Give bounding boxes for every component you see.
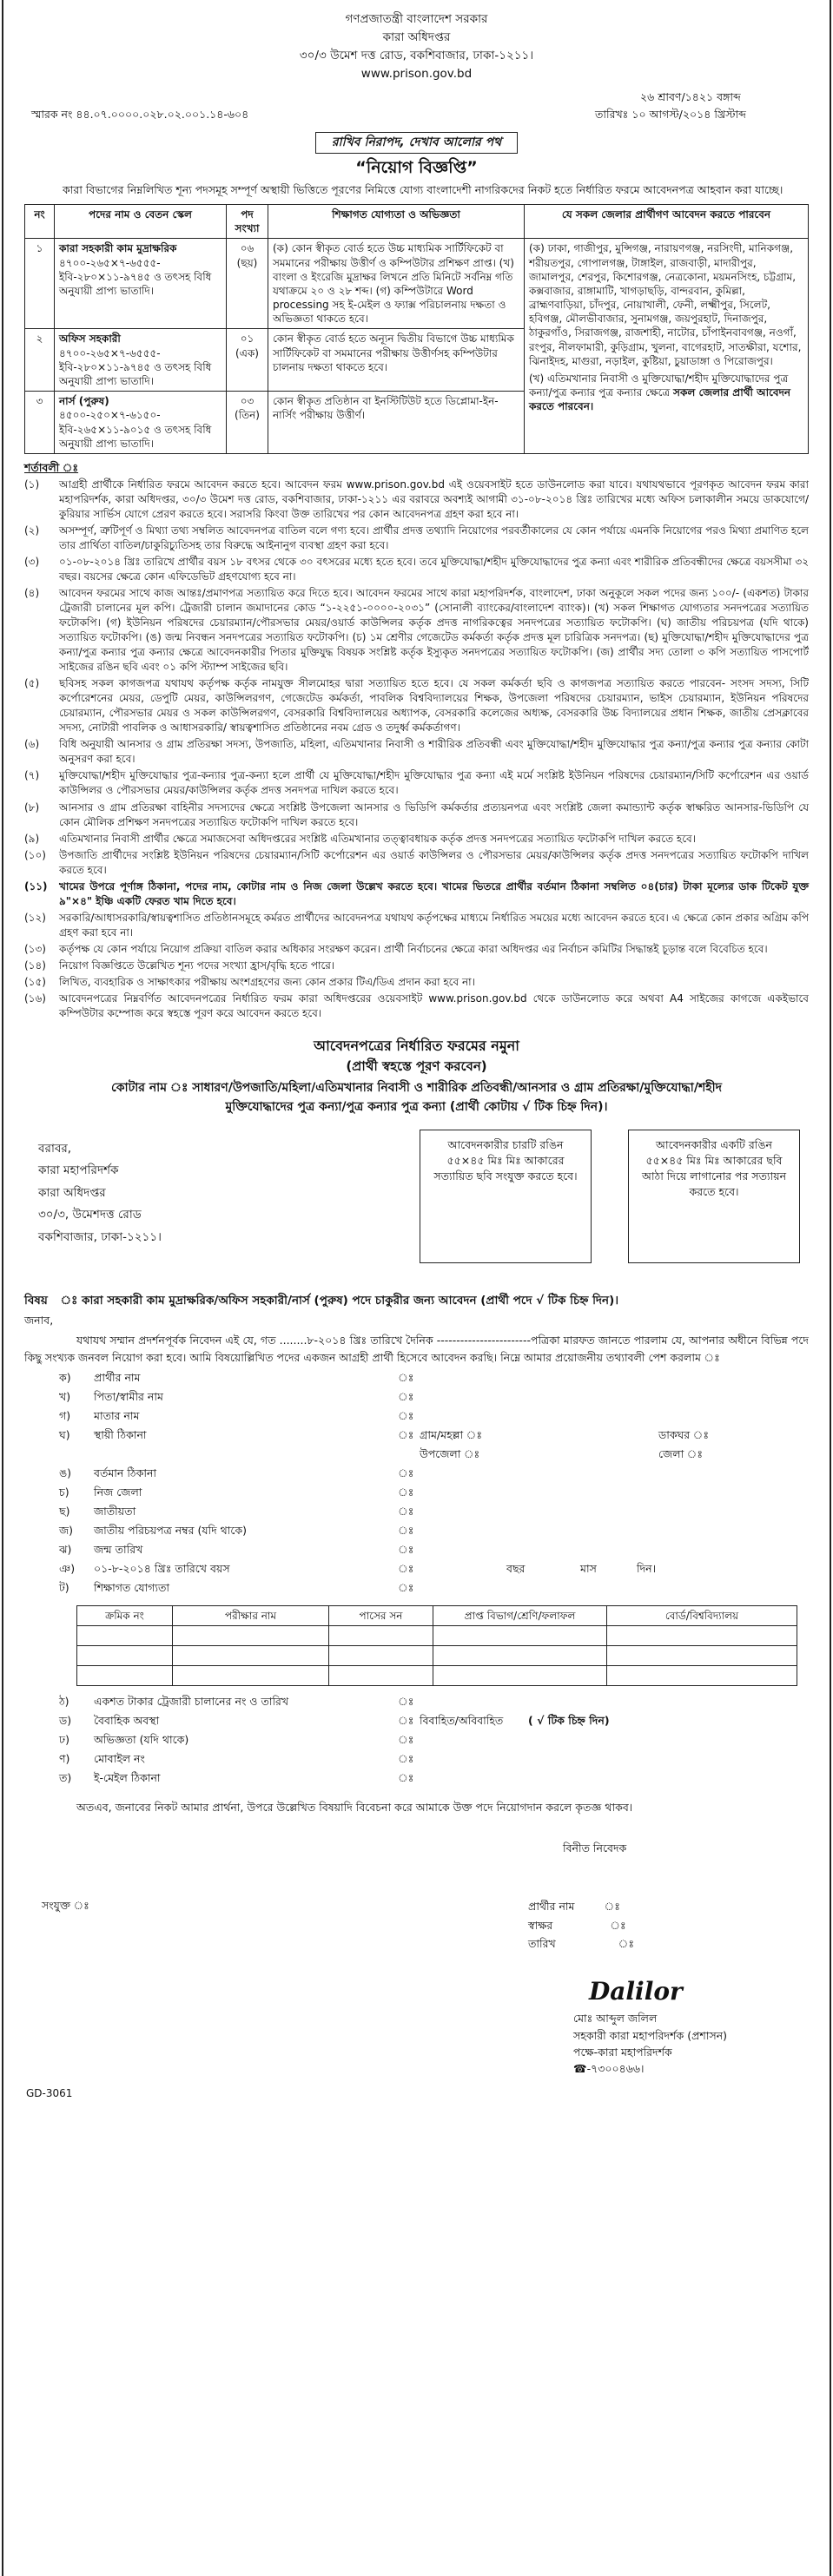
col-header: পদ সংখ্যা [227, 204, 268, 238]
marital-options[interactable]: বিবাহিত/অবিবাহিত [420, 1713, 504, 1727]
post-name: নার্স (পুরুষ) [59, 395, 109, 408]
col-header: পরীক্ষার নাম [173, 1605, 329, 1625]
applicant-sign-fields[interactable]: প্রার্থীর নাম ঃ স্বাক্ষর ঃ তারিখ ঃ [528, 1900, 635, 1950]
post-cell [55, 392, 227, 454]
sign-field: প্রার্থীর নাম [528, 1900, 575, 1914]
recipient-address [38, 1138, 162, 1249]
signatory-phone: ☎-৭৩০০৪৬৬। [573, 2062, 645, 2076]
condition-item: (৪) আবেদন ফরমের সাথে কাজ আন্তঃ/প্রমাণপত্র সত্যায়িত করে দিতে হবে। আবেদন ফরমের সাথে কারা মহাপরিদর্শক, বাংলাদেশ, ঢাকা অনুকূলে সকল পদের জন্য ১০০/- (একশত) টাকার ট্রেজারী চালানের মূল কপি। ট্রেজারী চালান জমাদানের কোড “১-২২৫১-০০০০-২০৩১” (সোনালী ব্যাংকের/বাংলাদেশ ব্যাংক)। (খ) সকল শিক্ষাগত যোগ্যতার সনদপত্রের সত্যায়িত ফটোকপি। (গ) ইউনিয়ন পরিষদের চেয়ারম্যান/পৌরসভার মেয়র/ওয়ার্ড কাউন্সিলর কর্তৃক প্রদত্ত নাগরিকত্বের সনদপত্রের সত্যায়িত ফটোকপি। (ঘ) জাতীয় পরিচয়পত্র (যদি থাকে) সত্যায়িত ফটোকপি। (ঙ) জন্ম নিবন্ধন সনদপত্রের সত্যায়িত ফটোকপি। (চ) ১ম শ্রেণীর গেজেটেড কর্মকর্তা কর্তৃক প্রদত্ত মূল চারিত্রিক সনদপত্র। (ছ) মুক্তিযোদ্ধা/শহীদ মুক্তিযোদ্ধাদের পুত্র কন্যা/পুত্র কন্যার পুত্র কন্যার ক্ষেত্রে আবেদনকারীর পিতার মুক্তিযুদ্ধ বিষয়ক সংশ্লিষ্ট কর্তৃক ইস্যুকৃত সনদপত্রের সত্যায়িত ফটোকপি। (জ) প্রার্থীর সদ্য তোলা ৩ কপি সত্যায়িত পাসপোর্ট সাইজের রঙিন ছবি এবং ০১ কপি স্ট্যাম্প সাইজের ছবি। [24, 587, 809, 674]
form-field[interactable]: ঠ) একশত টাকার ট্রেজারী চালানের নং ও তারিখ ঃ [59, 1694, 414, 1708]
post-cell [55, 329, 227, 392]
addr-line: ৩০/৩, উমেশদত্ত রোড [38, 1208, 142, 1222]
condition-item: (৯) এতিমখানার নিবাসী প্রার্থীর ক্ষেত্রে সমাজসেবা অধিদপ্তরের সংশ্লিষ্ট এতিমখানার তত্ত্বাবধায়ক কর্তৃক প্রদত্ত সনদপত্রের সত্যায়িত ফটোকপি দাখিল করতে হবে। [24, 832, 697, 845]
condition-item: (৬) বিধি অনুযায়ী আনসার ও গ্রাম প্রতিরক্ষা সদস্য, উপজাতি, মহিলা, এতিমখানার নিবাসী ও শারীরিক প্রতিবন্ধী এবং মুক্তিযোদ্ধা/শহীদ মুক্তিযোদ্ধার পুত্র কন্যা/পুত্র কন্যার পুত্র কন্যার কোটা অনুসরণ করা হবে। [24, 738, 809, 766]
letterhead [24, 10, 809, 83]
post-count: ০৩ (তিন) [227, 392, 268, 454]
form-field-sub[interactable] [24, 1447, 809, 1466]
condition-item: (১১) খামের উপরে পূর্ণাঙ্গ ঠিকানা, পদের নাম, কোটার নাম ও নিজ জেলা উল্লেখ করতে হবে। খামের ভিতরে প্রার্থীর বর্তমান ঠিকানা সম্বলিত ০৪(চার) টাকা মূল্যের ডাক টিকেট যুক্ত ৯"×৪" ইঞ্চি একটি ফেরত খাম দিতে হবে। [24, 880, 809, 907]
subject-label: বিষয় [24, 1293, 48, 1308]
table-row[interactable] [77, 1645, 797, 1665]
col-header: পাসের সন [329, 1605, 433, 1625]
col-header: শিক্ষাগত যোগ্যতা ও অভিজ্ঞতা [268, 204, 525, 238]
education-label: ট) শিক্ষাগত যোগ্যতা ঃ [59, 1580, 414, 1594]
addr-line: বকশিবাজার, ঢাকা-১২১১। [38, 1230, 162, 1245]
table-row[interactable] [77, 1665, 797, 1685]
col-header: বোর্ড/বিশ্ববিদ্যালয় [607, 1605, 797, 1625]
signatory-for: পক্ষে-কারা মহাপরিদর্শক [573, 2046, 672, 2059]
signature-area [24, 1821, 809, 2107]
slogan: রাখিব নিরাপদ, দেখাব আলোর পথ [315, 132, 518, 154]
sign-field: তারিখ [528, 1936, 556, 1950]
yours-faithfully: বিনীত নিবেদক [563, 1841, 627, 1855]
condition-item: (১৩) কর্তৃপক্ষ যে কোন পর্যায়ে নিয়োগ প্রক্রিয়া বাতিল করার অধিকার সংরক্ষণ করেন। প্রার্থী নির্বাচনের ক্ষেত্রে কারা অধিদপ্তর এর নির্বাচন কমিটির সিদ্ধান্তই চূড়ান্ত বলে বিবেচিত হবে। [24, 942, 768, 955]
subject-line [24, 1293, 809, 1308]
post-scale: ৪৫০০-২৫০×৭-৬১৫০-ইবি-২৬৫×১১-৯০১৫ ও তৎসহ বিধি অনুযায়ী প্রাপ্য ভাতাদি। [59, 409, 212, 450]
condition-item: (১৫) লিখিত, ব্যবহারিক ও সাক্ষাৎকার পরীক্ষায় অংশগ্রহণের জন্য কোন প্রকার টিএ/ডিএ প্রদান করা হবে না। [24, 975, 475, 988]
office-name: কারা অধিদপ্তর [382, 30, 451, 44]
sign-field: স্বাক্ষর [528, 1918, 553, 1932]
signatory-name: মোঃ আব্দুল জলিল [573, 2012, 658, 2026]
form-field[interactable]: ছ) জাতীয়তা ঃ [59, 1504, 414, 1518]
applicant-fields [24, 1371, 809, 1600]
form-field[interactable]: জ) জাতীয় পরিচয়পত্র নম্বর (যদি থাকে) ঃ [59, 1523, 414, 1537]
post-scale: ৪৭০০-২৬৫×৭-৬৫৫৫-ইবি-২৮০×১১-৯৭৪৫ ও তৎসহ বিধি অনুযায়ী প্রাপ্য ভাতাদি। [59, 346, 212, 388]
form-title: আবেদনপত্রের নির্ধারিত ফরমের নমুনা [314, 1037, 519, 1054]
conditions-list [24, 478, 809, 1021]
form-field[interactable]: ঝ) জন্ম তারিখ ঃ [59, 1542, 414, 1556]
condition-item: (১৪) নিয়োগ বিজ্ঞপ্তিতে উল্লেখিত শূন্য পদের সংখ্যা হ্রাস/বৃদ্ধি হতে পারে। [24, 959, 335, 972]
date-bangla: ২৬ শ্রাবণ/১৪২১ বঙ্গাব্দ [640, 89, 741, 103]
special-quota: (খ) এতিমখানার নিবাসী ও মুক্তিযোদ্ধা/শহীদ মুক্তিযোদ্ধাদের পুত্র কন্যা/পুত্র কন্যার পুত্র কন্যার ক্ষেত্রে [529, 372, 789, 399]
post-count: ০৬ (ছয়) [227, 239, 268, 329]
col-header: পদের নাম ও বেতন স্কেল [55, 204, 227, 238]
table-header-row [25, 204, 809, 238]
condition-item: (৮) আনসার ও গ্রাম প্রতিরক্ষা বাহিনীর সদস্যদের ক্ষেত্রে সংশ্লিষ্ট উপজেলা আনসার ও ভিডিপি কর্মকর্তার প্রত্যয়নপত্র এবং সংশ্লিষ্ট জেলা কমান্ড্যান্ট কর্তৃক স্বাক্ষরিত আনসার-ভিডিপি যে কোন মৌলিক প্রশিক্ষণ সনদপত্রের সত্যায়িত ফটোকপি দাখিল করতে হবে। [24, 800, 809, 828]
form-field[interactable]: গ) মাতার নাম ঃ [59, 1408, 414, 1422]
form-field[interactable]: ড) বৈবাহিক অবস্থা ঃ বিবাহিত/অবিবাহিত ( √ টিক চিহ্ন দিন) [59, 1713, 610, 1727]
village-label: গ্রাম/মহল্লা ঃ [420, 1427, 482, 1441]
post-name: অফিস সহকারী [59, 333, 121, 346]
notice-title: “নিয়োগ বিজ্ঞপ্তি” [355, 157, 478, 177]
age-year: বছর [506, 1561, 526, 1575]
photo-box-four: আবেদনকারীর চারটি রঙিন ৫৫×৪৫ মিঃ মিঃ আকারের সত্যায়িত ছবি সংযুক্ত করতে হবে। [420, 1130, 592, 1263]
post-count: ০১ (এক) [227, 329, 268, 392]
conditions-title: শর্তাবলী ঃ [24, 460, 79, 474]
post-office-label: ডাকঘর ঃ [658, 1427, 709, 1441]
condition-item: (১৬) আবেদনপত্রের নিম্নবর্ণিত আবেদনপত্রের নির্ধারিত ফরম কারা অধিদপ্তরের ওয়েবসাইট www.prison.gov.bd থেকে ডাউনলোড করে অথবা A4 সাইজের কাগজে একইভাবে কম্পিউটার কম্পোজ করে স্বহস্তে পূরণ করে আবেদন করতে হবে। [24, 992, 809, 1019]
gd-code: GD-3061 [26, 2087, 73, 2100]
upazila-label: উপজেলা ঃ [420, 1446, 480, 1460]
handwritten-signature: Dalilor [589, 1977, 683, 2006]
marital-tick-note: ( √ টিক চিহ্ন দিন) [528, 1713, 610, 1727]
district-list: (ক) ঢাকা, গাজীপুর, মুন্সিগঞ্জ, নারায়ণগঞ্জ, নরসিংদী, মানিকগঞ্জ, শরীয়তপুর, গোপালগঞ্জ, টাঙ্গাইল, রাজবাড়ী, মাদারীপুর, জামালপুর, শেরপুর, কিশোরগঞ্জ, নেত্রকোনা, ময়মনসিংহ, চট্টগ্রাম, কক্সবাজার, রাঙ্গামাটি, খাগড়াছড়ি, বান্দরবান, কুমিল্লা, ব্রাহ্মণবাড়িয়া, চাঁদপুর, নোয়াখালী, ফেনী, লক্ষ্মীপুর, সিলেট, হবিগঞ্জ, মৌলভীবাজার, সুনামগঞ্জ, জয়পুরহাট, দিনাজপুর, ঠাকুরগাঁও, সিরাজগঞ্জ, রাজশাহী, নাটোর, চাঁপাইনবাবগঞ্জ, নওগাঁ, রংপুর, নীলফামারী, কুড়িগ্রাম, খুলনা, বাগেরহাট, সাতক্ষীরা, যশোর, ঝিনাইদহ, মাগুরা, নড়াইল, কুষ্টিয়া, চুয়াডাঙ্গা ও পিরোজপুর। [529, 242, 802, 367]
date-english: ১০ আগস্ট/২০১৪ খ্রিস্টাব্দ [631, 107, 746, 121]
row-number: ২ [25, 329, 55, 392]
closing-paragraph: অতএব, জনাবের নিকট আমার প্রার্থনা, উপরে উল্লেখিত বিষয়াদি বিবেচনা করে আমাকে উক্ত পদে নিয়োগদান করলে কৃতজ্ঞ থাকব। [76, 1800, 633, 1814]
row-number: ৩ [25, 392, 55, 454]
district-cell [525, 239, 809, 454]
age-month: মাস [580, 1561, 597, 1575]
table-header-row [77, 1605, 797, 1625]
table-row[interactable] [77, 1625, 797, 1645]
col-header: যে সকল জেলার প্রার্থীগণ আবেদন করতে পারবেন [525, 204, 809, 238]
qualification: কোন স্বীকৃত প্রতিষ্ঠান বা ইনস্টিটিউট হতে ডিপ্লোমা-ইন-নার্সিং পরীক্ষায় উত্তীর্ণ। [268, 392, 525, 454]
condition-item: (১০) উপজাতি প্রার্থীদের সংশ্লিষ্ট ইউনিয়ন পরিষদের চেয়ারম্যান/সিটি কর্পোরেশন এর ওয়ার্ড কাউন্সিলর ও পৌরসভার মেয়র/কাউন্সিলর কর্তৃক প্রদত্ত সনদপত্রের সত্যায়িত ফটোকপি দাখিল করতে হবে। [24, 848, 809, 876]
intro-text: কারা বিভাগের নিম্নলিখিত শূন্য পদসমূহ সম্পূর্ণ অস্থায়ী ভিত্তিতে পূরণের নিমিত্তে যোগ্য বাংলাদেশী নাগরিকদের নিকট হতে নির্ধারিত ফরমে আবেদনপত্র আহবান করা যাচ্ছে। [63, 183, 783, 197]
date-label: তারিখঃ [595, 107, 629, 121]
notice-page [24, 10, 809, 2107]
form-field[interactable]: ঢ) অভিজ্ঞতা (যদি থাকে) ঃ [59, 1732, 414, 1746]
posts-table [24, 204, 809, 454]
reference-row [24, 89, 809, 127]
form-subtitle: (প্রার্থী স্বহস্তে পূরণ করবেন) [346, 1057, 487, 1074]
condition-item: (১) আগ্রহী প্রার্থীকে নির্ধারিত ফরমে আবেদন করতে হবে। আবেদন ফরম www.prison.gov.bd এই ওয়েবসাইট হতে ডাউনলোড করা যাবে। যথাযথভাবে পূরণকৃত আবেদন ফরম কারা মহাপরিদর্শক, কারা অধিদপ্তর, ৩০/৩ উমেশ দত্ত রোড, বকশিবাজার, ঢাকা-১২১১ এর বরাবরে অবশ্যই আগামী ৩১-০৮-২০১৪ খ্রিঃ তারিখের মধ্যে অফিস চলাকালীন সময়ে ডাকযোগে/কুরিয়ার সার্ভিস যোগে প্রেরণ করতে হবে। সরাসরি কিংবা উক্ত তারিখের পর কোন আবেদনপত্র গ্রহণ করা হবে না। [24, 478, 809, 520]
quota-line-2: মুক্তিযোদ্ধাদের পুত্র কন্যা/পুত্র কন্যার পুত্র কন্যা (প্রার্থী কোটায় √ টিক চিহ্ন দিন)। [225, 1100, 608, 1115]
table-row [25, 239, 809, 329]
form-field[interactable]: ক) প্রার্থীর নাম ঃ [59, 1370, 414, 1384]
date-block [595, 89, 803, 123]
condition-item: (২) অসম্পূর্ণ, ত্রুটিপূর্ণ ও মিথ্যা তথ্য সম্বলিত আবেদনপত্র বাতিল বলে গণ্য হবে। প্রার্থীর প্রদত্ত তথ্যাদি নিয়োগের পরবর্তীকালের যে কোন পর্যায়ে এমনকি নিয়োগের পরও মিথ্যা প্রমাণিত হলে তার প্রার্থিতা বাতিল/চাকুরিচ্যুতিসহ তার বিরুদ্ধে আইনানুগ ব্যবস্থা গ্রহণ করা হবে। [24, 524, 809, 551]
post-name: কারা সহকারী কাম মুদ্রাক্ষরিক [59, 242, 177, 255]
signatory-title: সহকারী কারা মহাপরিদর্শক (প্রশাসন) [573, 2028, 728, 2042]
govt-name: গণপ্রজাতন্ত্রী বাংলাদেশ সরকার [345, 12, 488, 26]
applicant-fields-2 [24, 1695, 809, 1790]
official-signature [589, 1975, 683, 2008]
condition-item: (৩) ০১-০৮-২০১৪ খ্রিঃ তারিখে প্রার্থীর বয়স ১৮ বৎসর থেকে ৩০ বৎসরের মধ্যে হতে হবে। তবে মুক্তিযোদ্ধা/শহীদ মুক্তিযোদ্ধাদের পুত্র কন্যা এবং শারীরিক প্রতিবন্ধীদের ক্ষেত্রে বয়সসীমা ৩২ বছর। বয়সের ক্ষেত্রে কোন এফিডেভিট গ্রহণযোগ্য হবে না। [24, 556, 809, 583]
photo-box-one: আবেদনকারীর একটি রঙিন ৫৫×৪৫ মিঃ মিঃ আকারের ছবি আঠা দিয়ে লাগানোর পর সত্যায়ন করতে হবে। [628, 1130, 800, 1263]
quota-line [24, 1078, 809, 1117]
col-header: নং [25, 204, 55, 238]
condition-item: (৫) ছবিসহ সকল কাগজপত্র যথাযথ কর্তৃপক্ষ কর্তৃক নামযুক্ত সীলমোহর দ্বারা সত্যায়িত হতে হবে। যে সকল কর্মকর্তা ছবি ও কাগজপত্র সত্যায়িত করতে পারবেন- সংসদ সদস্য, সিটি কর্পোরেশনের মেয়র, ডেপুটি মেয়র, কাউন্সিলরগণ, গেজেটেড কর্মকর্তা, পাবলিক বিশ্ববিদ্যালয়ের শিক্ষক, উপজেলা পরিষদের চেয়ারম্যান, ভাইস চেয়ারম্যান, ইউনিয়ন পরিষদের চেয়ারম্যান, পৌরসভার মেয়র ও সকল কাউন্সিলরগণ, বেসরকারি বিশ্ববিদ্যালয়ের অধ্যাপক, বেসরকারি কলেজের অধ্যক্ষ, বেসরকারি উচ্চ বিদ্যালয়ের প্রধান শিক্ষক, জাতীয় প্রেসক্লাবের সদস্য, নোটারী পাবলিক ও আধাসরকারি/ স্বায়ত্বশাসিত প্রতিষ্ঠানের নবম গ্রেড ও তদুর্ধ্ব কর্মকর্তাগণ। [24, 677, 809, 735]
form-field[interactable]: খ) পিতা/স্বামীর নাম ঃ [59, 1389, 414, 1403]
office-address: ৩০/৩ উমেশ দত্ত রোড, বকশিবাজার, ঢাকা-১২১১। [299, 48, 534, 63]
post-scale: ৪৭০০-২৬৫×৭-৬৫৫৫-ইবি-২৮০×১১-৯৭৪৫ ও তৎসহ বিধি অনুযায়ী প্রাপ্য ভাতাদি। [59, 256, 212, 297]
form-field[interactable]: ঘ) স্থায়ী ঠিকানা ঃ গ্রাম/মহল্লা ঃ ডাকঘর ঃ [59, 1427, 709, 1441]
education-table[interactable] [76, 1605, 797, 1686]
col-header: ক্রমিক নং [77, 1605, 173, 1625]
qualification: (ক) কোন স্বীকৃত বোর্ড হতে উচ্চ মাধ্যমিক সার্টিফিকেট বা সমমানের পরীক্ষায় উত্তীর্ণ ও কম্পিউটার প্রশিক্ষণ প্রাপ্ত। (খ) বাংলা ও ইংরেজি মুদ্রাক্ষর লিখনে প্রতি মিনিটে সর্বনিম্ন গতি যথাক্রমে ২০ ও ২৮ শব্দ। (গ) কম্পিউটারে Word processing সহ ই-মেইল ও ফ্যাক্স পরিচালনায় দক্ষতা ও অভিজ্ঞতা থাকতে হবে। [268, 239, 525, 329]
age-day: দিন। [637, 1561, 657, 1575]
condition-item: (১২) সরকারি/আধাসরকারি/স্বায়ত্বশাসিত প্রতিষ্ঠানসমূহে কর্মরত প্রার্থীদের আবেদনপত্র যথাযথ কর্তৃপক্ষের মাধ্যমে নির্ধারিত সময়ের মধ্যে আবেদন করতে হবে। এ ক্ষেত্রে কোন প্রকার অগ্রিম কপি গ্রহণ করা হবে না। [24, 911, 809, 939]
age-field[interactable]: ঞ) ০১-৮-২০১৪ খ্রিঃ তারিখে বয়স ঃ বছর মাস দিন। [59, 1561, 657, 1575]
website[interactable]: www.prison.gov.bd [360, 66, 473, 81]
body-paragraph: যথাযথ সম্মান প্রদর্শনপূর্বক নিবেদন এই যে, গত ........৮-২০১৪ খ্রিঃ তারিখে দৈনিক ------------------------পত্রিকা মারফত জানতে পারলাম যে, আপনার অধীনে বিভিন্ন পদে কিছু সংখ্যক জনবল নিয়োগ করা হবে। আমি বিষয়োল্লিখিত পদের একজন আগ্রহী প্রার্থী হিসেবে আবেদন করছি। নিম্নে আমার প্রয়োজনীয় তথ্যাবলী পেশ করলাম ঃ [24, 1334, 809, 1364]
district-label: জেলা ঃ [658, 1446, 704, 1460]
post-cell [55, 239, 227, 329]
col-header: প্রাপ্ত বিভাগ/শ্রেণি/ফলাফল [433, 1605, 607, 1625]
salutation: জনাব, [24, 1313, 54, 1327]
addr-line: কারা অধিদপ্তর [38, 1185, 106, 1200]
form-field[interactable]: ত) ই-মেইল ঠিকানা ঃ [59, 1770, 414, 1784]
address-block [24, 1130, 809, 1286]
form-field[interactable]: ণ) মোবাইল নং ঃ [59, 1751, 414, 1765]
form-field[interactable]: ঙ) বর্তমান ঠিকানা ঃ [59, 1466, 414, 1479]
addr-line: বরাবর, [38, 1141, 72, 1156]
form-field[interactable]: চ) নিজ জেলা ঃ [59, 1485, 414, 1499]
subject-text: ঃ কারা সহকারী কাম মুদ্রাক্ষরিক/অফিস সহকারী/নার্স (পুরুষ) পদে চাকুরীর জন্য আবেদন (প্রার্থী পদে √ টিক চিহ্ন দিন)। [60, 1293, 619, 1308]
memo-number: স্মারক নং ৪৪.০৭.০০০০.০২৮.০২.০০১.১৪-৬০৪ [31, 107, 249, 121]
quota-line-1: কোটার নাম ঃ সাধারণ/উপজাতি/মহিলা/এতিমখানার নিবাসী ও শারীরিক প্রতিবন্ধী/আনসার ও গ্রাম প্রতিরক্ষা/মুক্তিযোদ্ধা/শহীদ [111, 1080, 722, 1095]
signatory-block [573, 2010, 727, 2078]
row-number: ১ [25, 239, 55, 329]
addr-line: কারা মহাপরিদর্শক [38, 1163, 119, 1178]
all-district-note: সকল জেলার প্রার্থী আবেদন করতে পারবেন। [529, 386, 791, 413]
condition-item: (৭) মুক্তিযোদ্ধা/শহীদ মুক্তিযোদ্ধার পুত্র-কন্যার পুত্র-কন্যা হলে প্রার্থী যে মুক্তিযোদ্ধা/শহীদ মুক্তিযোদ্ধার পুত্র কন্যা এই মর্মে সংশ্লিষ্ট ইউনিয়ন পরিষদের চেয়ারম্যান/সিটি কর্পোরেশন এর ওয়ার্ড কাউন্সিলর ও পৌরসভার মেয়র/কাউন্সিলর কর্তৃক প্রদত্ত সনদপত্র দাখিল করতে হবে। [24, 769, 809, 797]
qualification: কোন স্বীকৃত বোর্ড হতে অন্যূন দ্বিতীয় বিভাগে উচ্চ মাধ্যমিক সার্টিফিকেট বা সমমানের পরীক্ষায় উত্তীর্ণসহ কম্পিউটার চালনায় দক্ষতা থাকতে হবে। [268, 329, 525, 392]
enclosure-label: সংযুক্ত ঃ [42, 1899, 89, 1913]
